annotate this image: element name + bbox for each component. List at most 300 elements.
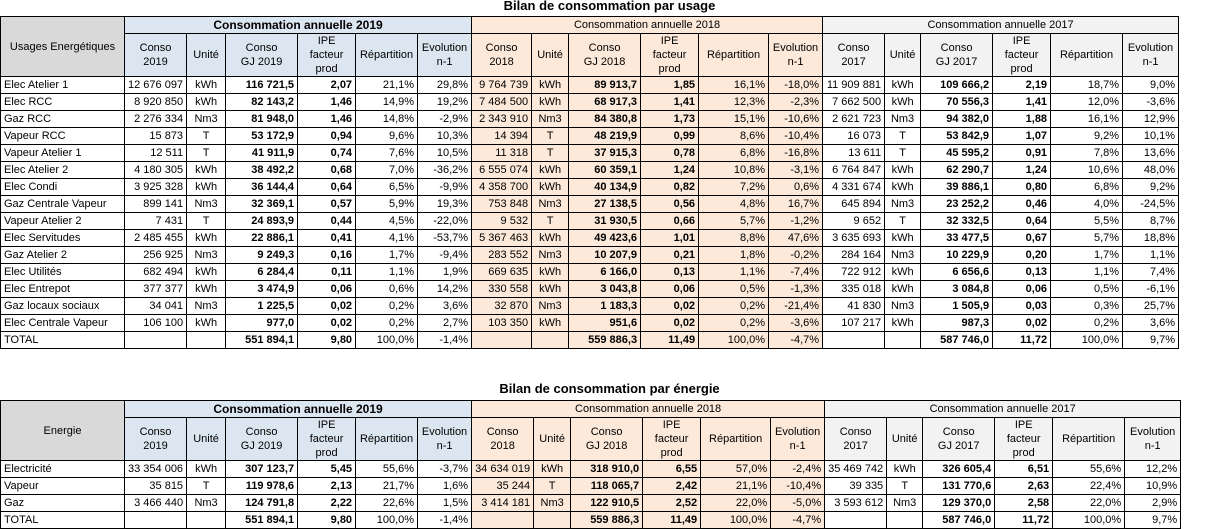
column-header-line: GJ 2017: [935, 56, 978, 68]
column-header-line: prod: [1010, 63, 1033, 75]
year-header-row: [1, 17, 1179, 34]
cell-rep: 21,1%: [701, 478, 771, 495]
table-row: [1, 478, 1181, 495]
cell-ipe: 0,80: [993, 179, 1051, 196]
row-label: Vapeur RCC: [1, 128, 125, 145]
cell-conso: 8 920 850: [125, 94, 187, 111]
cell-gj: 36 144,4: [226, 179, 298, 196]
cell-ipe: 0,02: [641, 298, 699, 315]
column-header-line: Evolution: [421, 42, 468, 54]
cell-conso: 32 870: [472, 298, 532, 315]
table-row: [1, 495, 1181, 512]
cell-conso: 256 925: [125, 247, 187, 264]
cell-rep: 0,2%: [356, 298, 418, 315]
cell-evol: 47,6%: [769, 230, 823, 247]
column-header-line: Conso: [942, 426, 975, 438]
cell-ipe: 1,85: [641, 77, 699, 94]
cell-gj: 122 910,5: [571, 495, 643, 512]
cell-gj: 40 134,9: [569, 179, 641, 196]
cell-rep: 0,2%: [699, 298, 769, 315]
cell-evol: 12,9%: [1123, 111, 1179, 128]
cell-ipe: 9,80: [298, 332, 356, 349]
cell-conso: 13 611: [823, 145, 885, 162]
table-row: [1, 179, 1179, 196]
cell-evol: -2,9%: [418, 111, 472, 128]
cell-gj: 559 886,3: [569, 332, 641, 349]
cell-conso: 39 335: [825, 478, 887, 495]
column-header-line: IPE facteur: [1006, 419, 1041, 445]
column-header-line: GJ 2018: [583, 56, 626, 68]
cell-rep: 10,6%: [1051, 162, 1123, 179]
column-header-ipe: [995, 418, 1053, 461]
cell-ipe: 0,82: [641, 179, 699, 196]
energy-table: [0, 400, 1181, 529]
cell-unite: Nm3: [187, 298, 226, 315]
row-label: Gaz Atelier 2: [1, 247, 125, 264]
cell-unite: [532, 332, 569, 349]
cell-gj: 53 172,9: [226, 128, 298, 145]
column-header-conso: [125, 34, 187, 77]
cell-conso: 3 466 440: [125, 495, 187, 512]
year-group-header-19: Consommation annuelle 2019: [125, 401, 472, 418]
cell-evol: -21,4%: [769, 298, 823, 315]
cell-gj: 81 948,0: [226, 111, 298, 128]
column-header-evol: [769, 34, 823, 77]
cell-gj: 559 886,3: [571, 512, 643, 529]
column-header-line: GJ 2019: [240, 56, 283, 68]
cell-unite: T: [532, 145, 569, 162]
cell-evol: 2,9%: [1125, 495, 1181, 512]
cell-rep: 0,3%: [1051, 298, 1123, 315]
cell-gj: 307 123,7: [226, 461, 298, 478]
column-header-line: IPE facteur: [309, 35, 344, 61]
cell-evol: -3,7%: [418, 461, 472, 478]
cell-evol: 8,7%: [1123, 213, 1179, 230]
column-header-line: n-1: [436, 56, 453, 68]
table-row: [1, 77, 1179, 94]
column-header-line: Conso: [486, 426, 519, 438]
column-header-gj: [921, 34, 993, 77]
cell-ipe: 2,52: [643, 495, 701, 512]
cell-rep: 22,4%: [1053, 478, 1125, 495]
cell-unite: Nm3: [532, 111, 569, 128]
row-label: TOTAL: [1, 332, 125, 349]
cell-evol: -2,4%: [771, 461, 825, 478]
cell-evol: -7,4%: [769, 264, 823, 281]
cell-rep: 1,8%: [699, 247, 769, 264]
cell-ipe: 2,22: [298, 495, 356, 512]
column-header-ipe: [298, 34, 356, 77]
cell-unite: T: [885, 145, 921, 162]
cell-gj: 49 423,6: [569, 230, 641, 247]
cell-evol: 1,9%: [418, 264, 472, 281]
row-label: Elec Atelier 2: [1, 162, 125, 179]
cell-ipe: 1,46: [298, 94, 356, 111]
column-header-line: IPE facteur: [309, 419, 344, 445]
column-header-evol: [1125, 418, 1181, 461]
cell-unite: kWh: [187, 264, 226, 281]
cell-evol: 3,6%: [1123, 315, 1179, 332]
column-header-line: Conso: [837, 42, 870, 54]
cell-conso: 5 367 463: [472, 230, 532, 247]
cell-rep: 8,8%: [699, 230, 769, 247]
cell-ipe: 2,07: [298, 77, 356, 94]
cell-unite: kWh: [885, 230, 921, 247]
cell-evol: -5,0%: [771, 495, 825, 512]
cell-evol: -9,9%: [418, 179, 472, 196]
column-header-line: Conso: [839, 426, 872, 438]
cell-unite: kWh: [532, 230, 569, 247]
cell-gj: 45 595,2: [921, 145, 993, 162]
row-label: Vapeur: [1, 478, 125, 495]
cell-conso: 330 558: [472, 281, 532, 298]
cell-ipe: 1,88: [993, 111, 1051, 128]
cell-evol: 3,6%: [418, 298, 472, 315]
cell-ipe: 0,11: [298, 264, 356, 281]
cell-evol: -3,1%: [769, 162, 823, 179]
cell-evol: 19,2%: [418, 94, 472, 111]
column-header-line: GJ 2019: [240, 440, 283, 452]
cell-rep: 0,5%: [1051, 281, 1123, 298]
cell-conso: 33 354 006: [125, 461, 187, 478]
cell-unite: kWh: [532, 315, 569, 332]
cell-evol: 18,8%: [1123, 230, 1179, 247]
cell-evol: 29,8%: [418, 77, 472, 94]
cell-evol: 1,1%: [1123, 247, 1179, 264]
cell-rep: 4,1%: [356, 230, 418, 247]
column-header-line: Conso: [590, 426, 623, 438]
column-header-line: Evolution: [1127, 42, 1174, 54]
cell-unite: kWh: [534, 461, 571, 478]
column-header-line: n-1: [787, 56, 804, 68]
cell-evol: -1,3%: [769, 281, 823, 298]
cell-gj: 22 886,1: [226, 230, 298, 247]
column-header-ipe: [643, 418, 701, 461]
cell-gj: 70 556,3: [921, 94, 993, 111]
cell-ipe: 0,68: [298, 162, 356, 179]
table-row: [1, 264, 1179, 281]
cell-conso: 377 377: [125, 281, 187, 298]
cell-rep: 21,1%: [356, 77, 418, 94]
cell-conso: 35 815: [125, 478, 187, 495]
cell-conso: 107 217: [823, 315, 885, 332]
cell-gj: 53 842,9: [921, 128, 993, 145]
cell-conso: 2 621 723: [823, 111, 885, 128]
cell-evol: -53,7%: [418, 230, 472, 247]
cell-ipe: 1,01: [641, 230, 699, 247]
cell-gj: 587 746,0: [921, 332, 993, 349]
cell-evol: -3,6%: [1123, 94, 1179, 111]
column-header-unite: Unité: [534, 418, 571, 461]
cell-gj: 116 721,5: [226, 77, 298, 94]
column-header-line: prod: [658, 63, 681, 75]
cell-ipe: 2,19: [993, 77, 1051, 94]
cell-conso: 4 358 700: [472, 179, 532, 196]
cell-conso: 12 676 097: [125, 77, 187, 94]
cell-gj: 62 290,7: [921, 162, 993, 179]
cell-evol: -10,4%: [771, 478, 825, 495]
cell-conso: 35 244: [472, 478, 534, 495]
column-header-unite: Unité: [885, 34, 921, 77]
column-header-unite: Unité: [187, 34, 226, 77]
cell-ipe: 1,73: [641, 111, 699, 128]
cell-rep: 1,7%: [356, 247, 418, 264]
cell-gj: 24 893,9: [226, 213, 298, 230]
cell-rep: 16,1%: [699, 77, 769, 94]
cell-conso: 41 830: [823, 298, 885, 315]
cell-evol: 1,6%: [418, 478, 472, 495]
column-header-evol: [418, 418, 472, 461]
cell-gj: 318 910,0: [571, 461, 643, 478]
cell-unite: kWh: [885, 264, 921, 281]
column-header-line: Evolution: [772, 42, 819, 54]
cell-rep: 10,8%: [699, 162, 769, 179]
cell-ipe: 0,02: [298, 298, 356, 315]
cell-evol: 10,5%: [418, 145, 472, 162]
cell-gj: 3 043,8: [569, 281, 641, 298]
cell-conso: 14 394: [472, 128, 532, 145]
cell-evol: -1,4%: [418, 512, 472, 529]
column-header-ipe: [298, 418, 356, 461]
column-header-line: Conso: [588, 42, 621, 54]
cell-conso: [825, 512, 887, 529]
cell-conso: 283 552: [472, 247, 532, 264]
cell-unite: Nm3: [885, 196, 921, 213]
cell-gj: 9 249,3: [226, 247, 298, 264]
cell-evol: 9,7%: [1123, 332, 1179, 349]
cell-unite: kWh: [532, 162, 569, 179]
cell-unite: kWh: [187, 179, 226, 196]
column-header-conso: [472, 34, 532, 77]
cell-ipe: 0,13: [641, 264, 699, 281]
cell-rep: 14,8%: [356, 111, 418, 128]
cell-gj: 32 369,1: [226, 196, 298, 213]
column-header-line: GJ 2017: [937, 440, 980, 452]
cell-evol: 9,0%: [1123, 77, 1179, 94]
cell-gj: 119 978,6: [226, 478, 298, 495]
cell-evol: 7,4%: [1123, 264, 1179, 281]
cell-unite: [187, 332, 226, 349]
row-label: Elec Atelier 1: [1, 77, 125, 94]
cell-rep: 55,6%: [356, 461, 418, 478]
cell-evol: -9,4%: [418, 247, 472, 264]
cell-gj: 587 746,0: [923, 512, 995, 529]
cell-conso: 7 662 500: [823, 94, 885, 111]
cell-rep: 22,6%: [356, 495, 418, 512]
cell-rep: 22,0%: [1053, 495, 1125, 512]
cell-gj: 129 370,0: [923, 495, 995, 512]
cell-evol: 10,1%: [1123, 128, 1179, 145]
table-row: [1, 196, 1179, 213]
cell-evol: 19,3%: [418, 196, 472, 213]
cell-gj: 39 886,1: [921, 179, 993, 196]
cell-ipe: 5,45: [298, 461, 356, 478]
cell-gj: 951,6: [569, 315, 641, 332]
table-row: [1, 128, 1179, 145]
cell-conso: 15 873: [125, 128, 187, 145]
column-header-conso: [823, 34, 885, 77]
cell-evol: 9,7%: [1125, 512, 1181, 529]
cell-unite: Nm3: [887, 495, 923, 512]
cell-conso: 682 494: [125, 264, 187, 281]
cell-conso: 4 180 305: [125, 162, 187, 179]
cell-evol: 2,7%: [418, 315, 472, 332]
row-label: Gaz Centrale Vapeur: [1, 196, 125, 213]
cell-unite: [885, 332, 921, 349]
table-row: [1, 94, 1179, 111]
cell-rep: 4,5%: [356, 213, 418, 230]
cell-conso: 11 909 881: [823, 77, 885, 94]
cell-conso: 11 318: [472, 145, 532, 162]
column-header-line: Conso: [485, 42, 518, 54]
column-header-evol: [1123, 34, 1179, 77]
cell-gj: 37 915,3: [569, 145, 641, 162]
row-label: Vapeur Atelier 1: [1, 145, 125, 162]
cell-conso: 335 018: [823, 281, 885, 298]
cell-unite: kWh: [532, 94, 569, 111]
cell-conso: 899 141: [125, 196, 187, 213]
cell-rep: 16,1%: [1051, 111, 1123, 128]
cell-unite: kWh: [532, 179, 569, 196]
column-header-ipe: [993, 34, 1051, 77]
column-header-unite: Unité: [187, 418, 226, 461]
cell-unite: Nm3: [885, 247, 921, 264]
cell-rep: 9,6%: [356, 128, 418, 145]
cell-unite: kWh: [532, 77, 569, 94]
cell-conso: 3 593 612: [825, 495, 887, 512]
cell-conso: 9 532: [472, 213, 532, 230]
cell-evol: 9,2%: [1123, 179, 1179, 196]
cell-rep: 5,7%: [699, 213, 769, 230]
row-label: Elec Centrale Vapeur: [1, 315, 125, 332]
cell-conso: 2 276 334: [125, 111, 187, 128]
cell-rep: 6,5%: [356, 179, 418, 196]
cell-ipe: 6,51: [995, 461, 1053, 478]
cell-ipe: 1,46: [298, 111, 356, 128]
column-header-line: 2019: [143, 56, 168, 68]
column-header-line: prod: [315, 447, 338, 459]
cell-gj: 23 252,2: [921, 196, 993, 213]
cell-unite: kWh: [187, 461, 226, 478]
cell-gj: 3 084,8: [921, 281, 993, 298]
cell-evol: -10,4%: [769, 128, 823, 145]
cell-rep: 8,6%: [699, 128, 769, 145]
cell-unite: kWh: [885, 77, 921, 94]
cell-evol: -4,7%: [769, 332, 823, 349]
cell-gj: 124 791,8: [226, 495, 298, 512]
cell-gj: 118 065,7: [571, 478, 643, 495]
cell-gj: 3 474,9: [226, 281, 298, 298]
column-header-line: IPE facteur: [652, 35, 687, 61]
cell-evol: -36,2%: [418, 162, 472, 179]
column-header-line: Conso: [245, 42, 278, 54]
cell-unite: Nm3: [532, 298, 569, 315]
column-header-line: Conso: [139, 42, 172, 54]
table-row: [1, 111, 1179, 128]
column-header-line: prod: [660, 447, 683, 459]
cell-rep: 4,8%: [699, 196, 769, 213]
cell-rep: 6,8%: [699, 145, 769, 162]
cell-ipe: 1,24: [641, 162, 699, 179]
column-header-rep: Répartition: [699, 34, 769, 77]
cell-gj: 38 492,2: [226, 162, 298, 179]
cell-rep: 6,8%: [1051, 179, 1123, 196]
cell-ipe: 11,49: [643, 512, 701, 529]
cell-conso: 16 073: [823, 128, 885, 145]
cell-unite: kWh: [885, 281, 921, 298]
cell-unite: kWh: [187, 162, 226, 179]
cell-evol: -16,8%: [769, 145, 823, 162]
row-label: Gaz: [1, 495, 125, 512]
cell-unite: Nm3: [187, 495, 226, 512]
column-header-ipe: [641, 34, 699, 77]
cell-rep: 15,1%: [699, 111, 769, 128]
cell-gj: 10 207,9: [569, 247, 641, 264]
cell-gj: 109 666,2: [921, 77, 993, 94]
cell-gj: 1 183,3: [569, 298, 641, 315]
cell-unite: kWh: [887, 461, 923, 478]
column-header-line: Evolution: [774, 426, 821, 438]
cell-gj: 31 930,5: [569, 213, 641, 230]
cell-conso: 106 100: [125, 315, 187, 332]
cell-ipe: 0,44: [298, 213, 356, 230]
cell-rep: 100,0%: [356, 512, 418, 529]
table-row: [1, 145, 1179, 162]
cell-ipe: 0,13: [993, 264, 1051, 281]
cell-ipe: 0,41: [298, 230, 356, 247]
cell-gj: 68 917,3: [569, 94, 641, 111]
row-label: Gaz RCC: [1, 111, 125, 128]
table-row: [1, 461, 1181, 478]
cell-conso: 35 469 742: [825, 461, 887, 478]
cell-gj: 60 359,1: [569, 162, 641, 179]
cell-ipe: 0,67: [993, 230, 1051, 247]
row-header-label: Usages Energétiques: [1, 17, 125, 77]
column-header-line: n-1: [1142, 56, 1159, 68]
cell-ipe: 1,07: [993, 128, 1051, 145]
column-header-rep: Répartition: [1051, 34, 1123, 77]
cell-gj: 27 138,5: [569, 196, 641, 213]
cell-unite: kWh: [885, 162, 921, 179]
cell-evol: -6,1%: [1123, 281, 1179, 298]
cell-rep: 12,3%: [699, 94, 769, 111]
cell-unite: Nm3: [885, 298, 921, 315]
cell-conso: 669 635: [472, 264, 532, 281]
usage-table: [0, 16, 1179, 349]
cell-conso: 284 164: [823, 247, 885, 264]
row-label: Gaz locaux sociaux: [1, 298, 125, 315]
cell-evol: -22,0%: [418, 213, 472, 230]
table-row: [1, 162, 1179, 179]
cell-conso: 9 764 739: [472, 77, 532, 94]
cell-rep: 1,1%: [699, 264, 769, 281]
cell-evol: 16,7%: [769, 196, 823, 213]
cell-ipe: 0,02: [641, 315, 699, 332]
row-label: Elec Servitudes: [1, 230, 125, 247]
cell-unite: kWh: [885, 94, 921, 111]
cell-unite: Nm3: [187, 111, 226, 128]
cell-conso: 3 635 693: [823, 230, 885, 247]
cell-ipe: 0,06: [641, 281, 699, 298]
cell-rep: 5,9%: [356, 196, 418, 213]
cell-gj: 32 332,5: [921, 213, 993, 230]
cell-conso: 12 511: [125, 145, 187, 162]
cell-unite: T: [885, 213, 921, 230]
column-header-unite: Unité: [887, 418, 923, 461]
column-header-rep: Répartition: [1053, 418, 1125, 461]
cell-gj: 94 382,0: [921, 111, 993, 128]
cell-rep: 100,0%: [356, 332, 418, 349]
